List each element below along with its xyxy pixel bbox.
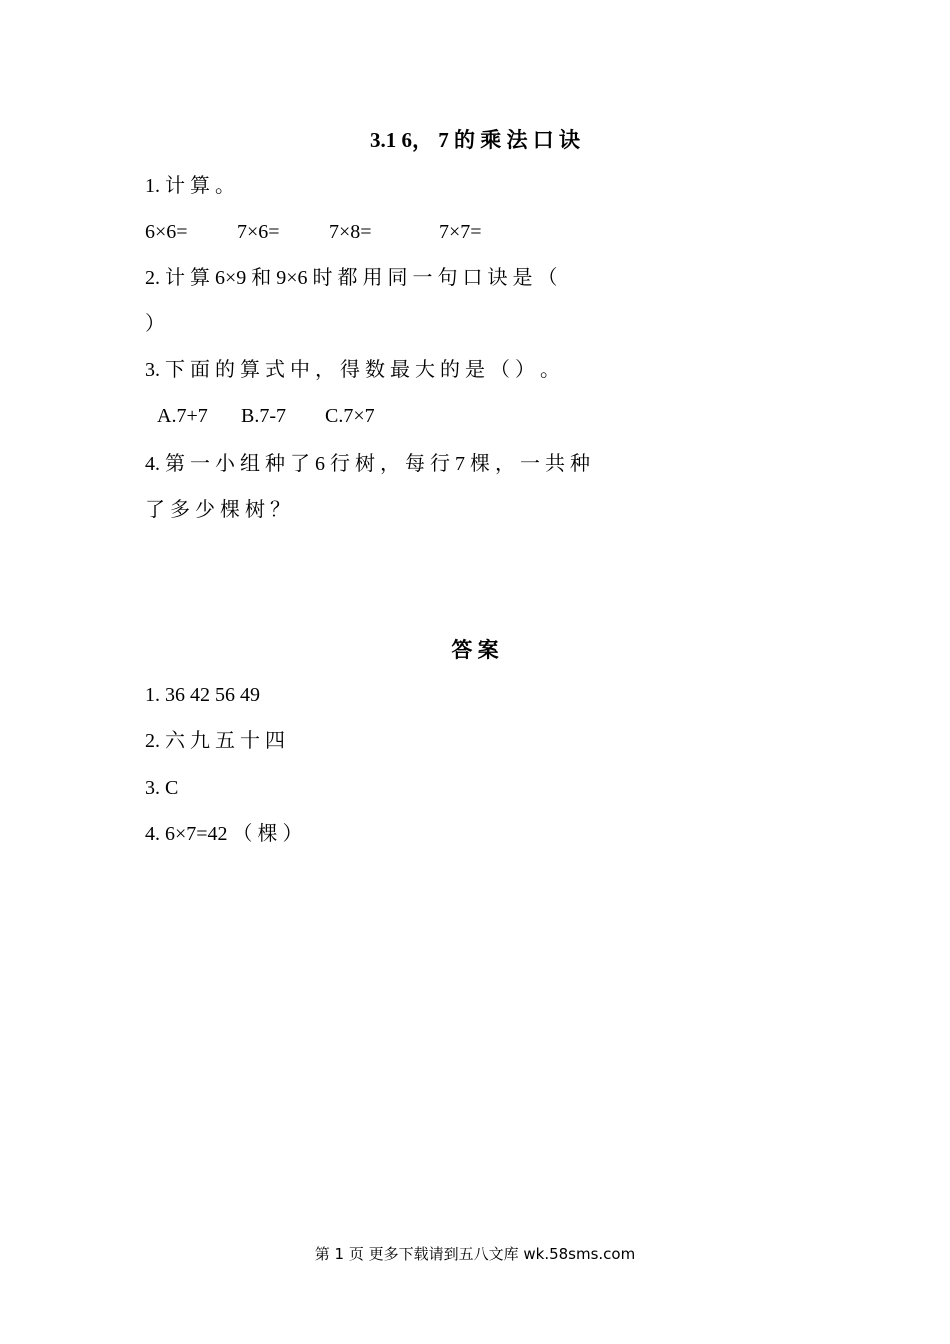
question-4-line1: 4. 第 一 小 组 种 了 6 行 树 ， 每 行 7 棵 ， 一 共 种 <box>145 453 590 475</box>
calc-item: 7×7= <box>439 221 482 243</box>
answer-4: 4. 6×7=42 （ 棵 ） <box>145 823 303 845</box>
question-1-label: 1. 计 算 。 <box>145 175 235 197</box>
question-3-line1: 3. 下 面 的 算 式 中 ， 得 数 最 大 的 是 （ ） 。 <box>145 359 560 381</box>
option-c: C.7×7 <box>325 405 375 427</box>
option-a: A.7+7 <box>157 405 208 427</box>
question-2-line2: ） <box>145 313 165 335</box>
calc-item: 6×6= <box>145 221 188 243</box>
option-b: B.7-7 <box>241 405 286 427</box>
answer-1: 1. 36 42 56 49 <box>145 684 260 706</box>
answer-2: 2. 六 九 五 十 四 <box>145 730 285 752</box>
calc-item: 7×8= <box>329 221 372 243</box>
question-4-line2: 了 多 少 棵 树 ？ <box>145 499 290 521</box>
answer-3: 3. C <box>145 777 179 799</box>
question-2-line1: 2. 计 算 6×9 和 9×6 时 都 用 同 一 句 口 诀 是 （ <box>145 267 558 289</box>
page-title: 3.1 6， 7 的 乘 法 口 诀 <box>370 128 580 152</box>
question-3-options <box>157 402 375 430</box>
question-1-items <box>145 218 482 246</box>
answer-title: 答 案 <box>451 638 499 662</box>
calc-item: 7×6= <box>237 221 280 243</box>
page-footer: 第 1 页 更多下载请到五八文库 wk.58sms.com <box>314 1245 636 1263</box>
